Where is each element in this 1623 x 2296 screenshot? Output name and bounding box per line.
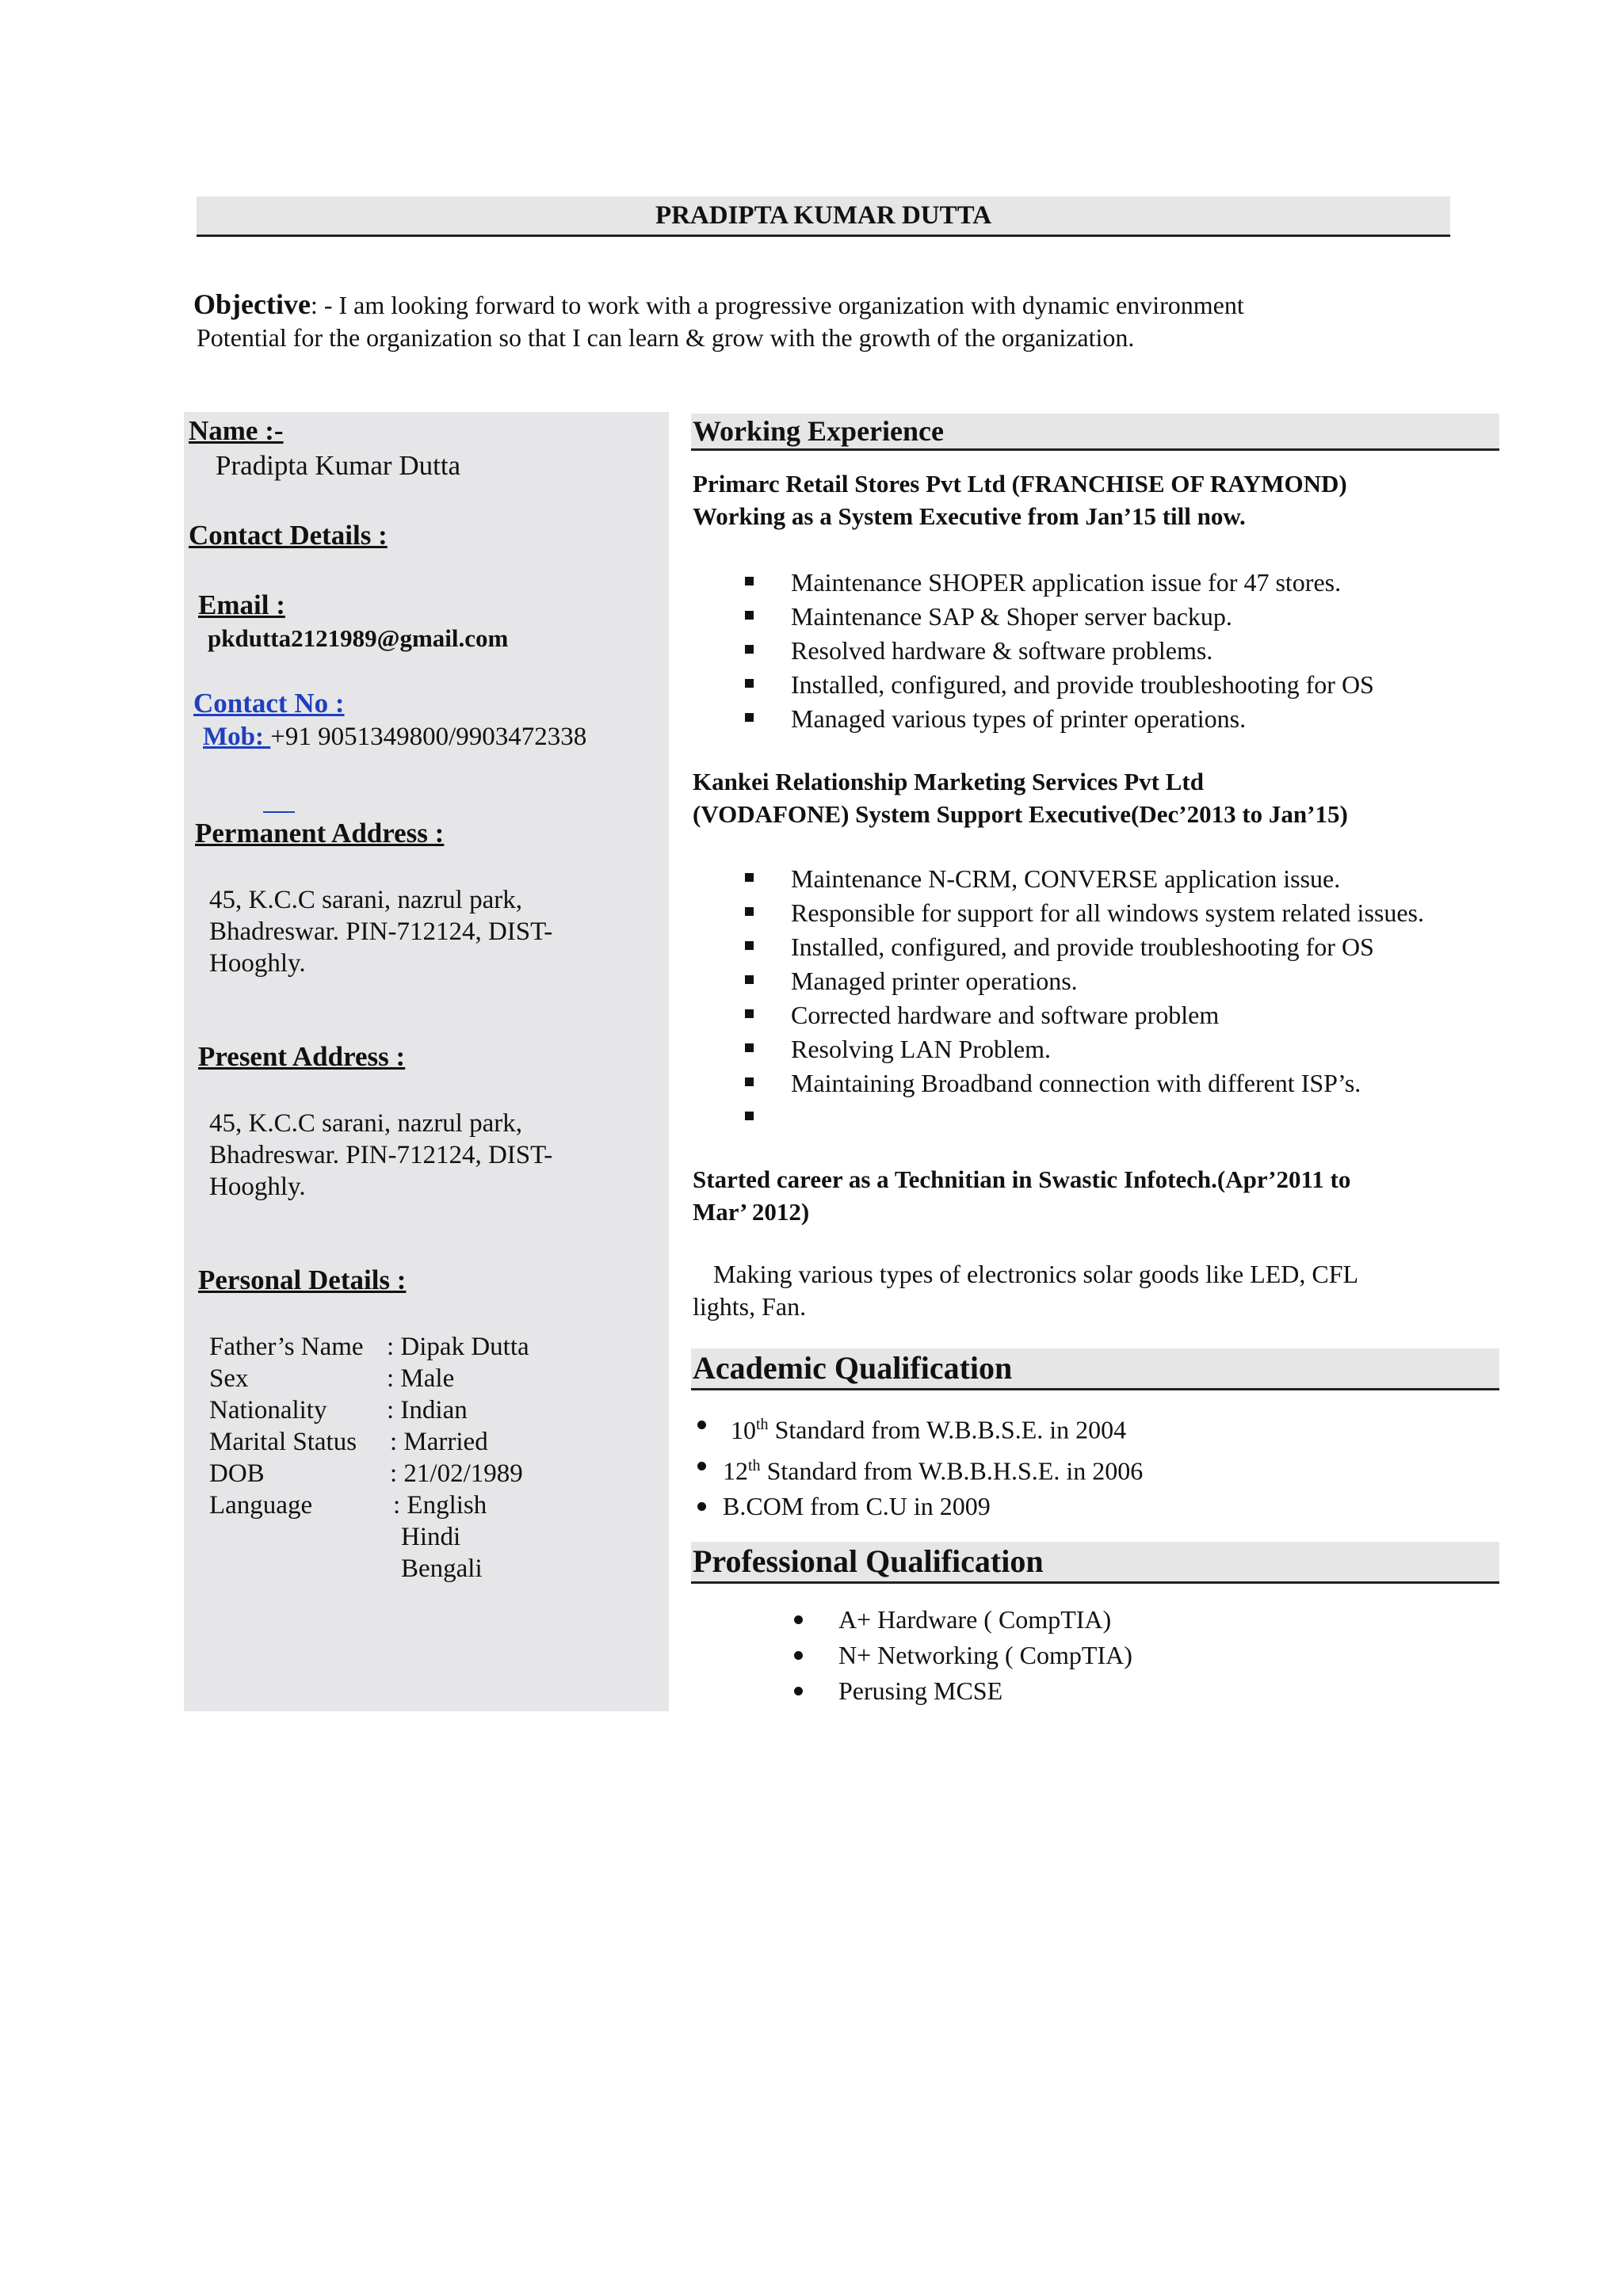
contact-details-label: Contact Details : xyxy=(189,520,388,551)
list-item: B.COM from C.U in 2009 xyxy=(697,1489,1143,1524)
personal-key: Father’s Name xyxy=(209,1333,364,1361)
personal-key: DOB xyxy=(209,1459,265,1488)
personal-row xyxy=(209,1426,529,1458)
list-item: Responsible for support for all windows system related issues. xyxy=(745,896,1424,930)
personal-key: Language xyxy=(209,1491,313,1520)
job-1-header xyxy=(693,467,1493,532)
list-item: 10th Standard from W.B.B.S.E. in 2004 xyxy=(697,1407,1143,1448)
objective-label: Objective xyxy=(193,288,311,320)
mob-label: Mob: xyxy=(203,723,271,751)
permanent-address-line: 45, K.C.C sarani, nazrul park, xyxy=(209,886,522,914)
contact-no-label: Contact No : xyxy=(193,688,345,719)
personal-row xyxy=(209,1363,529,1394)
academic-qualification-heading: Academic Qualification xyxy=(691,1348,1499,1390)
personal-value: : Married xyxy=(390,1428,488,1456)
list-item: A+ Hardware ( CompTIA) xyxy=(791,1602,1132,1638)
job-2-header xyxy=(693,765,1493,830)
present-address-line: 45, K.C.C sarani, nazrul park, xyxy=(209,1109,522,1138)
job-2-duties xyxy=(745,862,1424,1135)
objective-line-2: Potential for the organization so that I can learn & grow with the growth of the organization. xyxy=(197,323,1135,352)
personal-key: Marital Status xyxy=(209,1428,357,1456)
list-item: Perusing MCSE xyxy=(791,1673,1132,1709)
personal-key xyxy=(209,1553,401,1585)
list-item: Installed, configured, and provide troubleshooting for OS xyxy=(745,930,1424,964)
objective-line-1: I am looking forward to work with a progressive organization with dynamic environment xyxy=(338,291,1244,319)
list-item: Managed printer operations. xyxy=(745,964,1424,998)
job-3-desc-line: Making various types of electronics solar goods like LED, CFL xyxy=(713,1260,1359,1288)
present-address-label: Present Address : xyxy=(198,1041,406,1072)
email-value[interactable]: pkdutta2121989@gmail.com xyxy=(208,624,509,652)
objective-separator: : - xyxy=(310,291,339,319)
personal-key: Nationality xyxy=(209,1396,327,1425)
personal-key: Sex xyxy=(209,1364,249,1393)
permanent-address-line: Hooghly. xyxy=(209,949,306,978)
personal-details-list xyxy=(209,1331,529,1585)
personal-details-label: Personal Details : xyxy=(198,1264,407,1295)
mobile-row xyxy=(203,721,586,753)
job-3-title: Started career as a Technitian in Swastic Infotech.(Apr’2011 to xyxy=(693,1165,1351,1193)
permanent-address-line: Bhadreswar. PIN-712124, DIST- xyxy=(209,917,553,946)
list-item: Resolving LAN Problem. xyxy=(745,1032,1424,1066)
job-2-company: Kankei Relationship Marketing Services Pvt Ltd xyxy=(693,768,1204,795)
professional-qualification-heading: Professional Qualification xyxy=(691,1542,1499,1584)
list-item: N+ Networking ( CompTIA) xyxy=(791,1638,1132,1673)
personal-row xyxy=(209,1521,529,1553)
objective-block xyxy=(193,288,1501,354)
list-item: Corrected hardware and software problem xyxy=(745,998,1424,1032)
personal-row xyxy=(209,1394,529,1426)
personal-row xyxy=(209,1331,529,1363)
list-item: Maintenance SAP & Shoper server backup. xyxy=(745,600,1374,634)
personal-row xyxy=(209,1553,529,1585)
list-item: Installed, configured, and provide troubleshooting for OS xyxy=(745,668,1374,702)
mob-value: +91 9051349800/9903472338 xyxy=(270,723,587,751)
job-1-duties xyxy=(745,566,1374,736)
personal-value: Hindi xyxy=(401,1523,461,1551)
resume-title: PRADIPTA KUMAR DUTTA xyxy=(197,196,1450,237)
email-label: Email : xyxy=(198,589,285,620)
personal-value: : English xyxy=(393,1491,487,1520)
list-item xyxy=(745,1100,1424,1135)
present-address-line: Bhadreswar. PIN-712124, DIST- xyxy=(209,1141,553,1169)
working-experience-heading: Working Experience xyxy=(691,414,1499,451)
underline-mark xyxy=(263,811,295,813)
personal-value: Bengali xyxy=(401,1554,483,1583)
academic-list xyxy=(697,1407,1143,1524)
job-3-period: Mar’ 2012) xyxy=(693,1198,810,1226)
personal-row xyxy=(209,1489,529,1521)
personal-value: : Indian xyxy=(387,1396,468,1425)
job-1-company: Primarc Retail Stores Pvt Ltd (FRANCHISE OF RAYMOND) xyxy=(693,470,1347,498)
name-label: Name :- xyxy=(189,415,284,446)
job-3-header xyxy=(693,1163,1493,1228)
permanent-address-label: Permanent Address : xyxy=(195,818,445,849)
present-address-line: Hooghly. xyxy=(209,1173,306,1201)
list-item: Resolved hardware & software problems. xyxy=(745,634,1374,668)
list-item: Maintenance SHOPER application issue for 47 stores. xyxy=(745,566,1374,600)
job-3-description xyxy=(693,1258,1485,1323)
list-item: Managed various types of printer operations. xyxy=(745,702,1374,736)
personal-key xyxy=(209,1521,401,1553)
list-item: Maintenance N-CRM, CONVERSE application issue. xyxy=(745,862,1424,896)
name-value: Pradipta Kumar Dutta xyxy=(216,450,461,481)
personal-row xyxy=(209,1458,529,1489)
job-1-role: Working as a System Executive from Jan’15 till now. xyxy=(693,502,1246,530)
list-item: 12th Standard from W.B.B.H.S.E. in 2006 xyxy=(697,1448,1143,1489)
job-2-role: (VODAFONE) System Support Executive(Dec’2013 to Jan’15) xyxy=(693,800,1348,828)
personal-value: : Male xyxy=(387,1364,455,1393)
job-3-desc-line: lights, Fan. xyxy=(693,1292,807,1321)
professional-list xyxy=(791,1602,1132,1709)
personal-value: : Dipak Dutta xyxy=(387,1333,529,1361)
personal-value: : 21/02/1989 xyxy=(390,1459,523,1488)
list-item: Maintaining Broadband connection with different ISP’s. xyxy=(745,1066,1424,1100)
